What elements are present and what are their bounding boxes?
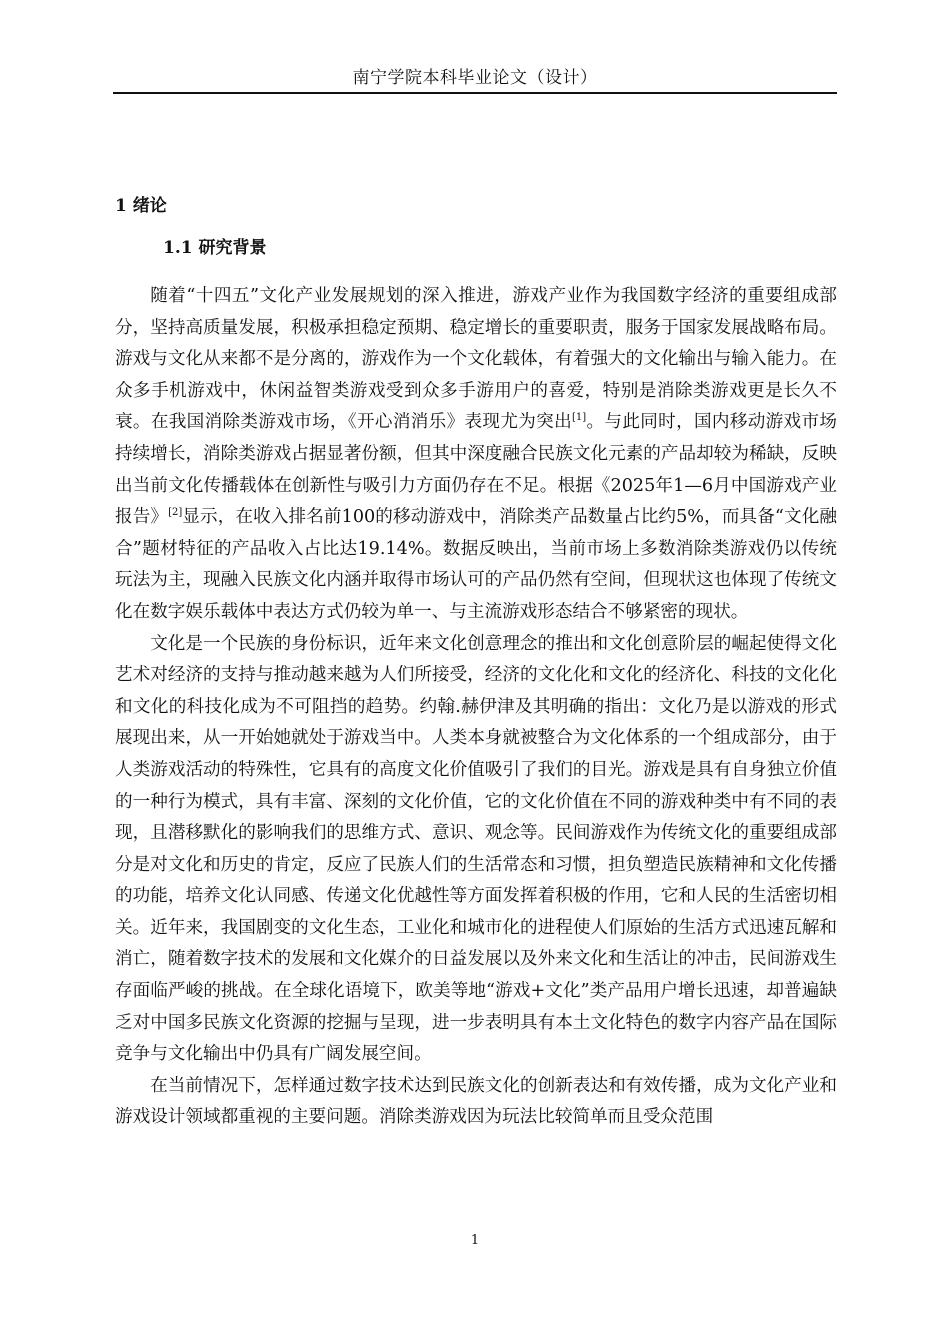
chapter-heading: 1 绪论 (115, 196, 167, 216)
paragraph-1-text-a: 随着“十四五”文化产业发展规划的深入推进，游戏产业作为我国数字经济的重要组成部分，坚持高质量发展，积极承担稳定预期、稳定增长的重要职责，服务于国家发展战略布局。游戏与文化从来都不是分离的，游戏作为一个文化载体，有着强大的文化输出与输入能力。在众多手机游戏中，休闲益智类游戏受到众多手游用户的喜爱，特别是消除类游戏更是长久不衰。在我国消除类游戏市场，《开心消消乐》表现尤为突出 (115, 286, 837, 433)
body-text (115, 281, 837, 1134)
citation-1: [1] (572, 412, 587, 424)
header-rule (113, 92, 837, 94)
paragraph-1 (115, 281, 837, 629)
paragraph-2: 文化是一个民族的身份标识，近年来文化创意理念的推出和文化创意阶层的崛起使得文化艺术对经济的支持与推动越来越为人们所接受，经济的文化化和文化的经济化、科技的文化化和文化的科技化成为不可阻挡的趋势。约翰.赫伊津及其明确的指出：文化乃是以游戏的形式展现出来，从一开始她就处于游戏当中。人类本身就被整合为文化体系的一个组成部分，由于人类游戏活动的特殊性，它具有的高度文化价值吸引了我们的目光。游戏是具有自身独立价值的一种行为模式，具有丰富、深刻的文化价值，它的文化价值在不同的游戏种类中有不同的表现，且潜移默化的影响我们的思维方式、意识、观念等。民间游戏作为传统文化的重要组成部分是对文化和历史的肯定，反应了民族人们的生活常态和习惯，担负塑造民族精神和文化传播的功能，培养文化认同感、传递文化优越性等方面发挥着积极的作用，它和人民的生活密切相关。近年来，我国剧变的文化生态，工业化和城市化的进程使人们原始的生活方式迅速瓦解和消亡，随着数字技术的发展和文化媒介的日益发展以及外来文化和生活让的冲击，民间游戏生存面临严峻的挑战。在全球化语境下，欧美等地“游戏+文化”类产品用户增长迅速，却普遍缺乏对中国多民族文化资源的挖掘与呈现，进一步表明具有本土文化特色的数字内容产品在国际竞争与文化输出中仍具有广阔发展空间。 (115, 633, 837, 1065)
page-number: 1 (470, 1233, 480, 1248)
citation-2: [2] (168, 507, 183, 519)
section-heading: 1.1 研究背景 (163, 238, 267, 258)
running-header: 南宁学院本科毕业论文（设计） (352, 68, 598, 88)
paragraph-3: 在当前情况下，怎样通过数字技术达到民族文化的创新表达和有效传播，成为文化产业和游戏设计领域都重视的主要问题。消除类游戏因为玩法比较简单而且受众范围 (115, 1075, 837, 1128)
paragraph-1-text-c: 显示，在收入排名前100的移动游戏中，消除类产品数量占比约5%，而具备“文化融合”题材特征的产品收入占比达19.14%。数据反映出，当前市场上多数消除类游戏仍以传统玩法为主，现融入民族文化内涵并取得市场认可的产品仍然有空间，但现状这也体现了传统文化在数字娱乐载体中表达方式仍较为单一、与主流游戏形态结合不够紧密的现状。 (115, 507, 837, 622)
paragraph-1-text-b: 。与此同时，国内移动游戏市场持续增长，消除类游戏占据显著份额，但其中深度融合民族文化元素的产品却较为稀缺，反映出当前文化传播载体在创新性与吸引力方面仍存在不足。根据《2025年1—6月中国游戏产业报告》 (115, 412, 837, 528)
